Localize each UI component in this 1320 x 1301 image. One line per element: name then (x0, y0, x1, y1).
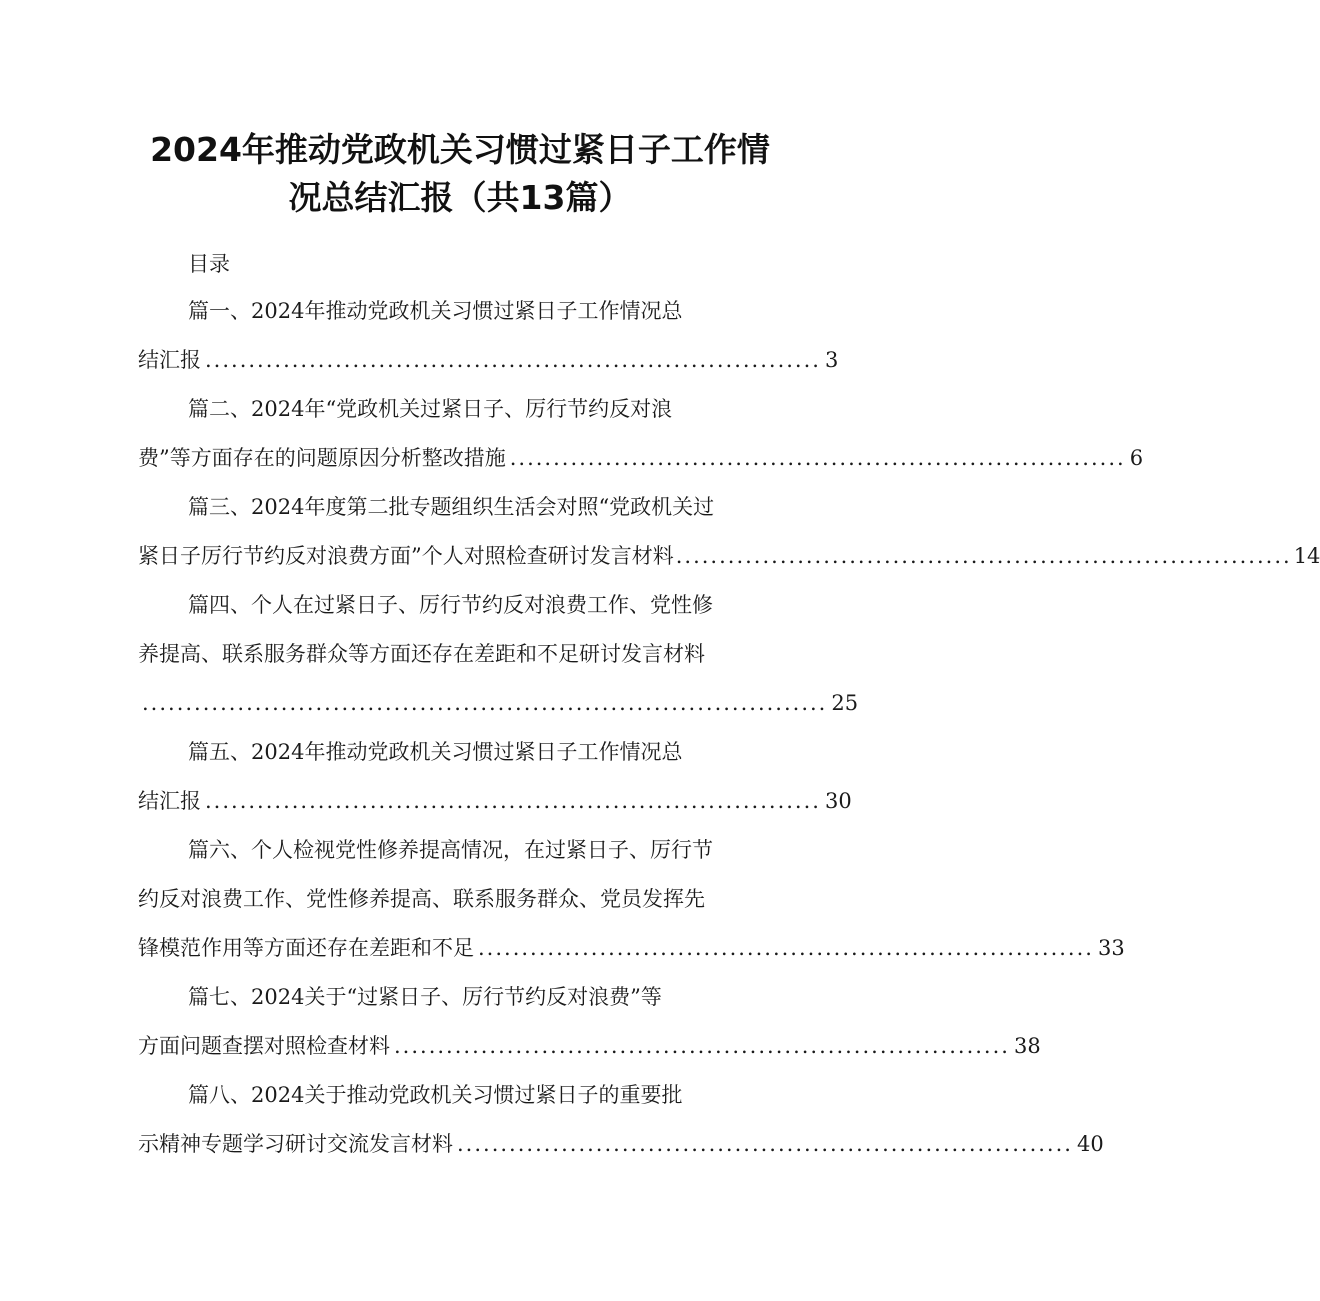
toc-entry-7-tail: 方面问题查摆对照检查材料 (138, 1034, 390, 1058)
toc-entry-4-line-2[interactable]: 养提高、联系服务群众等方面还存在差距和不足研讨发言材料 (138, 642, 705, 666)
toc-entry-7-leader[interactable] (138, 1031, 1041, 1061)
document-title-line-2: 况总结汇报（共13篇） (288, 178, 632, 217)
dot-leader: ............................................................................... (142, 691, 828, 715)
toc-entry-7-page: 38 (1013, 1034, 1041, 1058)
toc-entry-6-line-1[interactable]: 篇六、个人检视党性修养提高情况，在过紧日子、厉行节 (188, 838, 713, 862)
toc-entry-4-page: 25 (831, 691, 859, 715)
dot-leader: ....................................................................... (675, 544, 1292, 568)
toc-entry-5-tail: 结汇报 (138, 789, 201, 813)
dot-leader: ....................................................................... (457, 1132, 1073, 1156)
toc-entry-1-tail: 结汇报 (138, 348, 201, 372)
toc-entry-8-leader[interactable] (138, 1129, 1104, 1159)
dot-leader: ....................................................................... (205, 789, 821, 813)
toc-entry-1-leader[interactable] (138, 345, 839, 375)
toc-entry-7-line-1[interactable]: 篇七、2024关于“过紧日子、厉行节约反对浪费”等 (188, 985, 662, 1009)
toc-entry-1-line-1[interactable]: 篇一、2024年推动党政机关习惯过紧日子工作情况总 (188, 299, 683, 323)
toc-entry-3-line-1[interactable]: 篇三、2024年度第二批专题组织生活会对照“党政机关过 (188, 495, 715, 519)
toc-entry-4-leader[interactable] (138, 688, 859, 718)
toc-entry-6-page: 33 (1097, 936, 1125, 960)
document-title-line-1: 2024年推动党政机关习惯过紧日子工作情 (150, 130, 770, 169)
toc-entry-5-leader[interactable] (138, 786, 852, 816)
toc-entry-6-tail: 锋模范作用等方面还存在差距和不足 (138, 936, 474, 960)
toc-entry-3-tail: 紧日子厉行节约反对浪费方面”个人对照检查研讨发言材料 (138, 544, 674, 568)
toc-entry-5-page: 30 (824, 789, 852, 813)
toc-entry-2-line-1[interactable]: 篇二、2024年“党政机关过紧日子、厉行节约反对浪 (188, 397, 673, 421)
toc-entry-6-line-2[interactable]: 约反对浪费工作、党性修养提高、联系服务群众、党员发挥先 (138, 887, 705, 911)
dot-leader: ....................................................................... (509, 446, 1126, 470)
toc-entry-8-tail: 示精神专题学习研讨交流发言材料 (138, 1132, 453, 1156)
toc-heading: 目录 (188, 252, 230, 276)
toc-entry-8-line-1[interactable]: 篇八、2024关于推动党政机关习惯过紧日子的重要批 (188, 1083, 683, 1107)
dot-leader: ....................................................................... (478, 936, 1094, 960)
dot-leader: ....................................................................... (205, 348, 821, 372)
toc-entry-8-page: 40 (1076, 1132, 1104, 1156)
toc-entry-2-tail: 费”等方面存在的问题原因分析整改措施 (138, 446, 506, 470)
toc-entry-1-page: 3 (824, 348, 839, 372)
toc-entry-2-page: 6 (1129, 446, 1144, 470)
toc-entry-2-leader[interactable] (138, 443, 1144, 473)
toc-entry-3-page: 14 (1293, 544, 1320, 568)
toc-entry-5-line-1[interactable]: 篇五、2024年推动党政机关习惯过紧日子工作情况总 (188, 740, 683, 764)
dot-leader: ....................................................................... (394, 1034, 1010, 1058)
toc-entry-3-leader[interactable] (138, 541, 1320, 571)
toc-entry-6-leader[interactable] (138, 933, 1125, 963)
toc-entry-4-line-1[interactable]: 篇四、个人在过紧日子、厉行节约反对浪费工作、党性修 (188, 593, 713, 617)
